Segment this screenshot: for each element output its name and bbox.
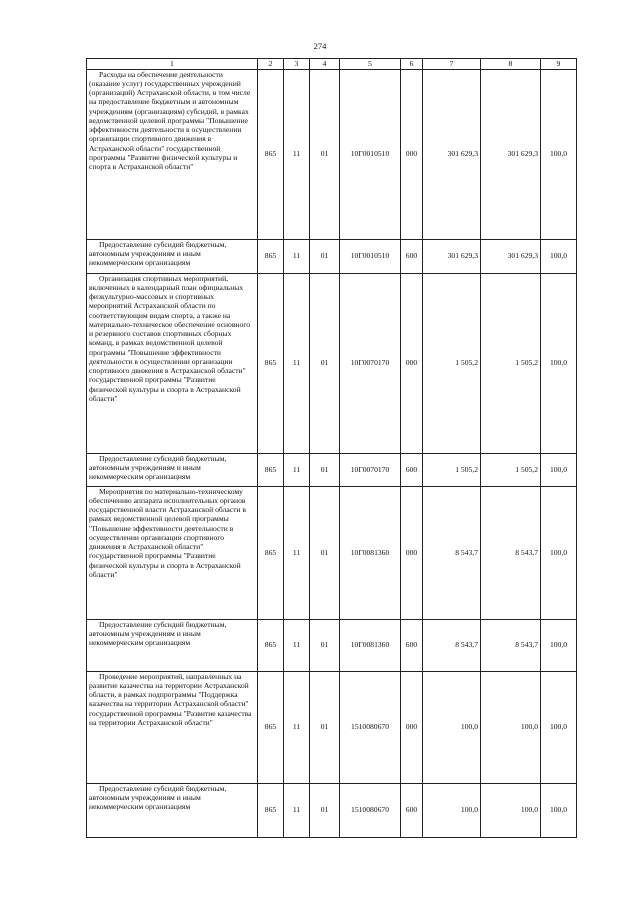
column-header: 5	[340, 59, 401, 70]
planned-amount-cell: 1 505,2	[423, 273, 481, 453]
executed-amount-cell: 1 505,2	[481, 273, 541, 453]
target-article-cell: 10Г0070170	[340, 453, 401, 486]
table-row	[87, 239, 577, 273]
row-description: Предоставление субсидий бюджетным, автономным учреждениям и иным некоммерческим организациям	[87, 239, 258, 273]
target-article-cell: 1510080670	[340, 671, 401, 783]
executed-amount-cell: 301 629,3	[481, 239, 541, 273]
column-header: 3	[284, 59, 310, 70]
section-cell: 11	[284, 619, 310, 671]
planned-amount-cell: 100,0	[423, 783, 481, 837]
executed-amount-cell: 8 543,7	[481, 619, 541, 671]
table-row	[87, 273, 577, 453]
expense-type-cell: 000	[401, 671, 423, 783]
column-header: 4	[310, 59, 340, 70]
subsection-cell: 01	[310, 273, 340, 453]
execution-percent-cell: 100,0	[541, 671, 577, 783]
table-row	[87, 453, 577, 486]
expense-type-cell: 600	[401, 619, 423, 671]
execution-percent-cell: 100,0	[541, 239, 577, 273]
executed-amount-cell: 1 505,2	[481, 453, 541, 486]
column-header: 6	[401, 59, 423, 70]
planned-amount-cell: 8 543,7	[423, 619, 481, 671]
section-cell: 11	[284, 453, 310, 486]
executed-amount-cell: 100,0	[481, 671, 541, 783]
table-row	[87, 671, 577, 783]
subsection-cell: 01	[310, 239, 340, 273]
planned-amount-cell: 301 629,3	[423, 239, 481, 273]
subsection-cell: 01	[310, 69, 340, 239]
budget-table	[86, 58, 577, 838]
execution-percent-cell: 100,0	[541, 486, 577, 619]
column-header: 7	[423, 59, 481, 70]
row-description: Проведение мероприятий, направленных на развитие казачества на территории Астраханской области, в рамках подпрограммы "Поддержка казачества на территории Астраханской области" государственной программы "Развитие казачества на территории Астраханской области"	[87, 671, 258, 783]
executed-amount-cell: 8 543,7	[481, 486, 541, 619]
admin-code-cell: 865	[258, 783, 284, 837]
admin-code-cell: 865	[258, 486, 284, 619]
executed-amount-cell: 100,0	[481, 783, 541, 837]
execution-percent-cell: 100,0	[541, 783, 577, 837]
expense-type-cell: 600	[401, 453, 423, 486]
subsection-cell: 01	[310, 671, 340, 783]
page-number: 274	[313, 41, 327, 51]
table-header-row	[87, 59, 577, 70]
section-cell: 11	[284, 671, 310, 783]
executed-amount-cell: 301 629,3	[481, 69, 541, 239]
expense-type-cell: 600	[401, 783, 423, 837]
expense-type-cell: 000	[401, 69, 423, 239]
row-description: Мероприятия по материально-техническому обеспечению аппарата исполнительных органов государственной власти Астраханской области в рамках ведомственной целевой программы "Повышение эффективности деятельности в осуществлении организации спортивного движения в Астраханской области" государственной программы "Развитие физической культуры и спорта в Астраханской области"	[87, 486, 258, 619]
admin-code-cell: 865	[258, 239, 284, 273]
row-description: Организация спортивных мероприятий, включенных в календарный план официальных физкультурно-массовых и спортивных мероприятий Астраханской области по соответствующим видам спорта, а также на материально-техническое обеспечение основного и резервного составов спортивных сборных команд, в рамках ведомственной целевой программы "Повышение эффективности деятельности в осуществлении организации спортивного движения в Астраханской области" государственной программы "Развитие физической культуры и спорта в Астраханской области"	[87, 273, 258, 453]
planned-amount-cell: 100,0	[423, 671, 481, 783]
target-article-cell: 10Г0070170	[340, 273, 401, 453]
target-article-cell: 10Г0010510	[340, 239, 401, 273]
table-row	[87, 486, 577, 619]
column-header: 1	[87, 59, 258, 70]
row-description: Предоставление субсидий бюджетным, автономным учреждениям и иным некоммерческим организациям	[87, 453, 258, 486]
admin-code-cell: 865	[258, 671, 284, 783]
row-description: Предоставление субсидий бюджетным, автономным учреждениям и иным некоммерческим организациям	[87, 619, 258, 671]
table-row	[87, 69, 577, 239]
execution-percent-cell: 100,0	[541, 273, 577, 453]
column-header: 9	[541, 59, 577, 70]
planned-amount-cell: 8 543,7	[423, 486, 481, 619]
execution-percent-cell: 100,0	[541, 453, 577, 486]
expense-type-cell: 600	[401, 239, 423, 273]
planned-amount-cell: 301 629,3	[423, 69, 481, 239]
target-article-cell: 10Г0081360	[340, 486, 401, 619]
expense-type-cell: 000	[401, 273, 423, 453]
subsection-cell: 01	[310, 619, 340, 671]
target-article-cell: 10Г0010510	[340, 69, 401, 239]
admin-code-cell: 865	[258, 453, 284, 486]
section-cell: 11	[284, 273, 310, 453]
target-article-cell: 10Г0081360	[340, 619, 401, 671]
subsection-cell: 01	[310, 453, 340, 486]
section-cell: 11	[284, 486, 310, 619]
section-cell: 11	[284, 783, 310, 837]
column-header: 8	[481, 59, 541, 70]
column-header: 2	[258, 59, 284, 70]
table-row	[87, 783, 577, 837]
row-description: Предоставление субсидий бюджетным, автономным учреждениям и иным некоммерческим организациям	[87, 783, 258, 837]
admin-code-cell: 865	[258, 619, 284, 671]
table-row	[87, 619, 577, 671]
section-cell: 11	[284, 239, 310, 273]
admin-code-cell: 865	[258, 273, 284, 453]
subsection-cell: 01	[310, 783, 340, 837]
planned-amount-cell: 1 505,2	[423, 453, 481, 486]
admin-code-cell: 865	[258, 69, 284, 239]
section-cell: 11	[284, 69, 310, 239]
target-article-cell: 1510080670	[340, 783, 401, 837]
execution-percent-cell: 100,0	[541, 69, 577, 239]
execution-percent-cell: 100,0	[541, 619, 577, 671]
subsection-cell: 01	[310, 486, 340, 619]
expense-type-cell: 000	[401, 486, 423, 619]
row-description: Расходы на обеспечение деятельности (оказание услуг) государственных учреждений (организаций) Астраханской области, в том числе на предоставление бюджетным и автономным учреждениям (организациям) субсидий, в рамках ведомственной целевой программы "Повышение эффективности деятельности в осуществлении организации спортивного движения в Астраханской области" государственной программы "Развитие физической культуры и спорта в Астраханской области"	[87, 69, 258, 239]
